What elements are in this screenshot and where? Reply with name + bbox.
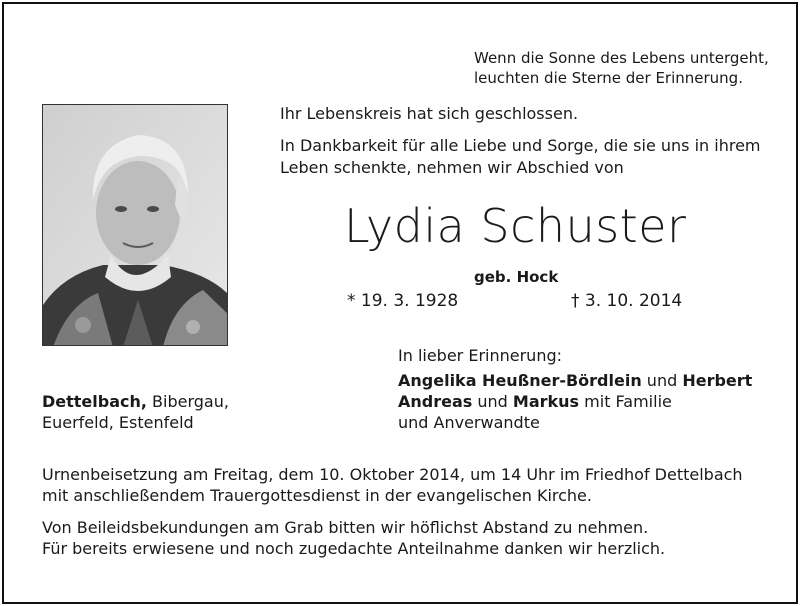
places-line-1 [42, 392, 229, 412]
quote-line-2: leuchten die Sterne der Erinnerung. [474, 69, 743, 87]
funeral-line-1: Urnenbeisetzung am Freitag, dem 10. Oktober 2014, um 14 Uhr im Friedhof Dettelbach [42, 465, 743, 484]
memorial-quote [474, 48, 769, 88]
places-line-2: Euerfeld, Estenfeld [42, 413, 194, 432]
conjunction: und [641, 371, 683, 390]
mourner-name: Andreas [398, 392, 473, 411]
mourner-suffix: mit Familie [579, 392, 672, 411]
quote-line-1: Wenn die Sonne des Lebens untergeht, [474, 49, 769, 67]
conjunction: und [472, 392, 513, 411]
mourners-heading: In lieber Erinnerung: [398, 346, 563, 365]
portrait-photo [42, 104, 228, 346]
funeral-line-2: mit anschließendem Trauergottesdienst in der evangelischen Kirche. [42, 486, 592, 505]
mourner-name: Angelika Heußner-Bördlein [398, 371, 642, 390]
closing-line-1: Von Beileidsbekundungen am Grab bitten wir höflichst Abstand zu nehmen. [42, 518, 649, 537]
closing-line-2: Für bereits erwiesene und noch zugedachte Anteilnahme danken wir herzlich. [42, 539, 666, 558]
portrait-image [43, 105, 228, 346]
mourner-name: Herbert [682, 371, 753, 390]
place-bold: Dettelbach, [42, 392, 147, 411]
death-date: † 3. 10. 2014 [571, 291, 683, 311]
mourners-line-1 [398, 371, 752, 391]
birth-date: * 19. 3. 1928 [347, 291, 459, 311]
mourner-name: Markus [512, 392, 580, 411]
mourners-line-3: und Anverwandte [398, 413, 540, 432]
intro-line-3: Leben schenkte, nehmen wir Abschied von [280, 158, 624, 177]
maiden-name: geb. Hock [474, 268, 559, 286]
mourners-line-2 [398, 392, 672, 412]
intro-line-1: Ihr Lebenskreis hat sich geschlossen. [280, 104, 579, 123]
intro-line-2: In Dankbarkeit für alle Liebe und Sorge, die sie uns in ihrem [280, 136, 761, 155]
deceased-name: Lydia Schuster [344, 199, 687, 253]
place-rest: Bibergau, [146, 392, 229, 411]
